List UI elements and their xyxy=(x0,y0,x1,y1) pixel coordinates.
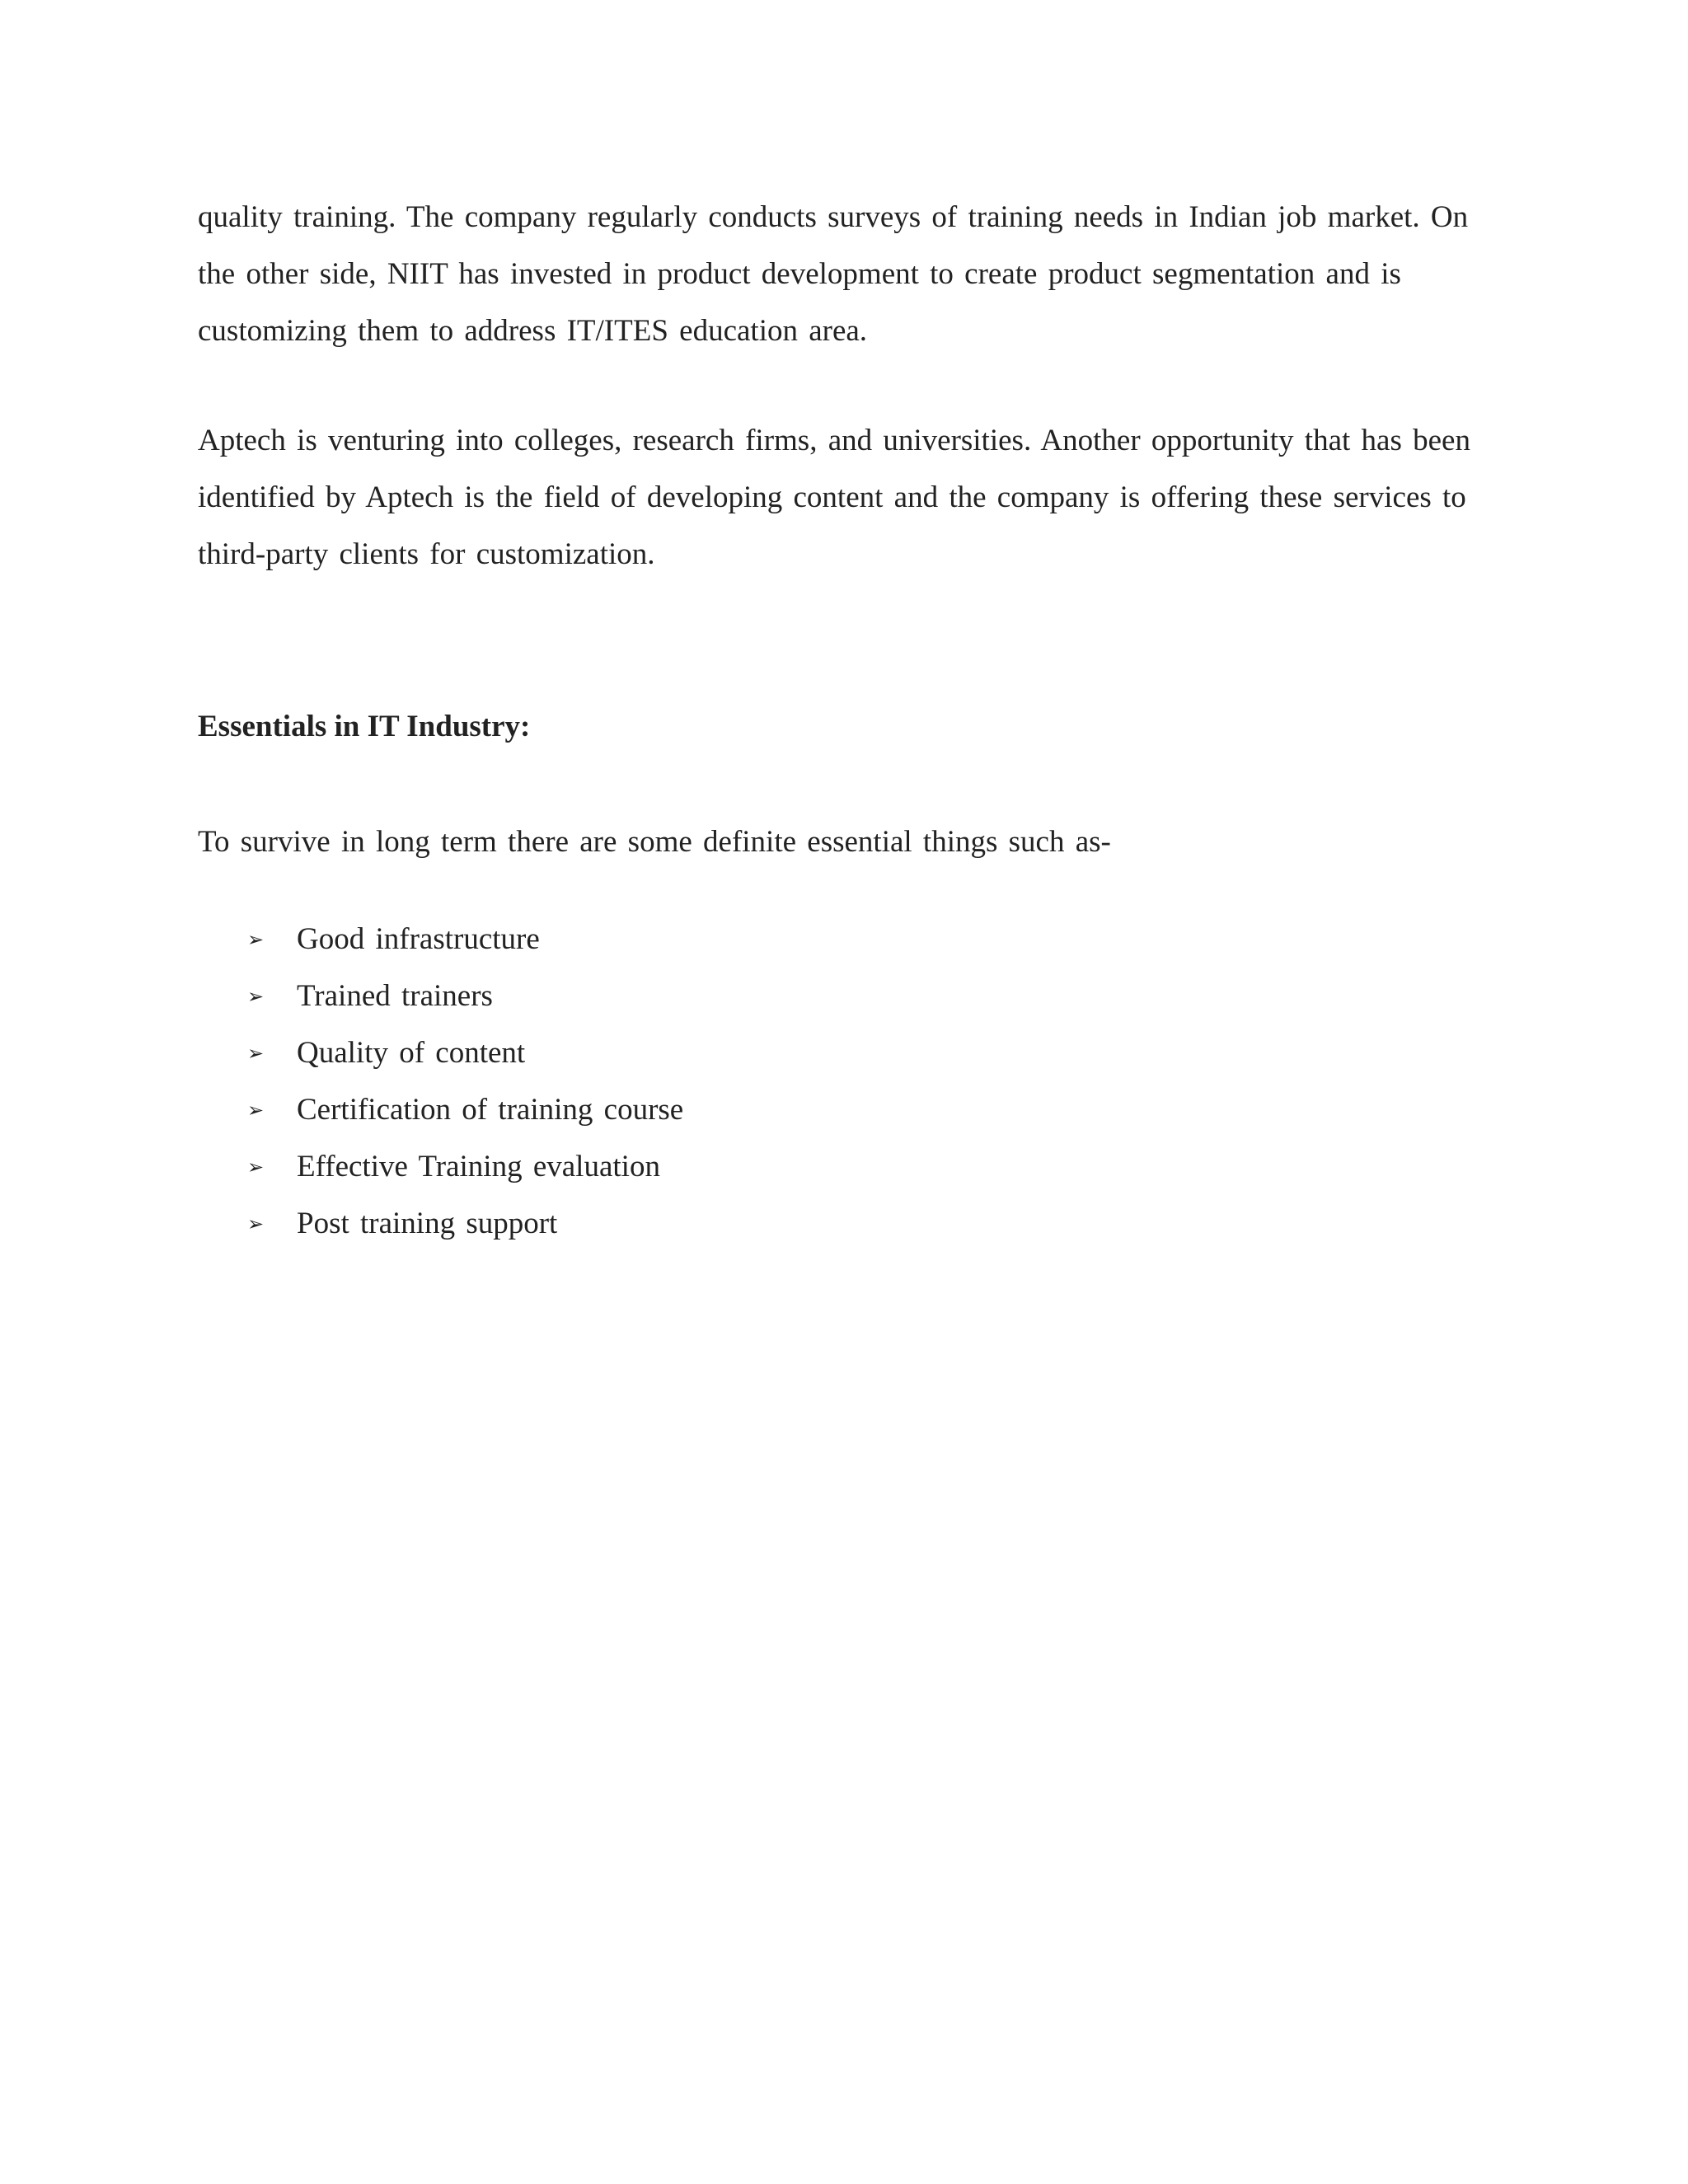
list-item xyxy=(247,1024,683,1081)
essentials-list xyxy=(247,911,683,1252)
section-heading: Essentials in IT Industry: xyxy=(198,710,531,743)
list-item-label: Certification of training course xyxy=(297,1093,684,1127)
list-item-label: Quality of content xyxy=(297,1036,526,1070)
arrowhead-bullet-icon: ➢ xyxy=(247,927,265,951)
list-item-label: Trained trainers xyxy=(297,979,493,1013)
list-item xyxy=(247,911,683,968)
arrowhead-bullet-icon: ➢ xyxy=(247,1155,265,1179)
list-item xyxy=(247,1138,683,1195)
arrowhead-bullet-icon: ➢ xyxy=(247,1212,265,1235)
arrowhead-bullet-icon: ➢ xyxy=(247,1041,265,1065)
list-item-label: Post training support xyxy=(297,1207,558,1240)
body-paragraph: Aptech is venturing into colleges, research firms, and universities. Another opportunity that has been identified by Aptech is the field of developing content and the company is offering these services to third-party clients for customization. xyxy=(198,424,1470,571)
list-item xyxy=(247,1195,683,1252)
list-item-label: Good infrastructure xyxy=(297,922,540,956)
intro-sentence: To survive in long term there are some definite essential things such as- xyxy=(198,825,1111,859)
list-item xyxy=(247,968,683,1024)
arrowhead-bullet-icon: ➢ xyxy=(247,1098,265,1122)
arrowhead-bullet-icon: ➢ xyxy=(247,984,265,1008)
list-item-label: Effective Training evaluation xyxy=(297,1150,660,1183)
body-paragraph: quality training. The company regularly conducts surveys of training needs in Indian job market. On the other side, NIIT has invested in product development to create product segmentation and is customizing them to address IT/ITES education area. xyxy=(198,200,1469,348)
list-item xyxy=(247,1081,683,1138)
